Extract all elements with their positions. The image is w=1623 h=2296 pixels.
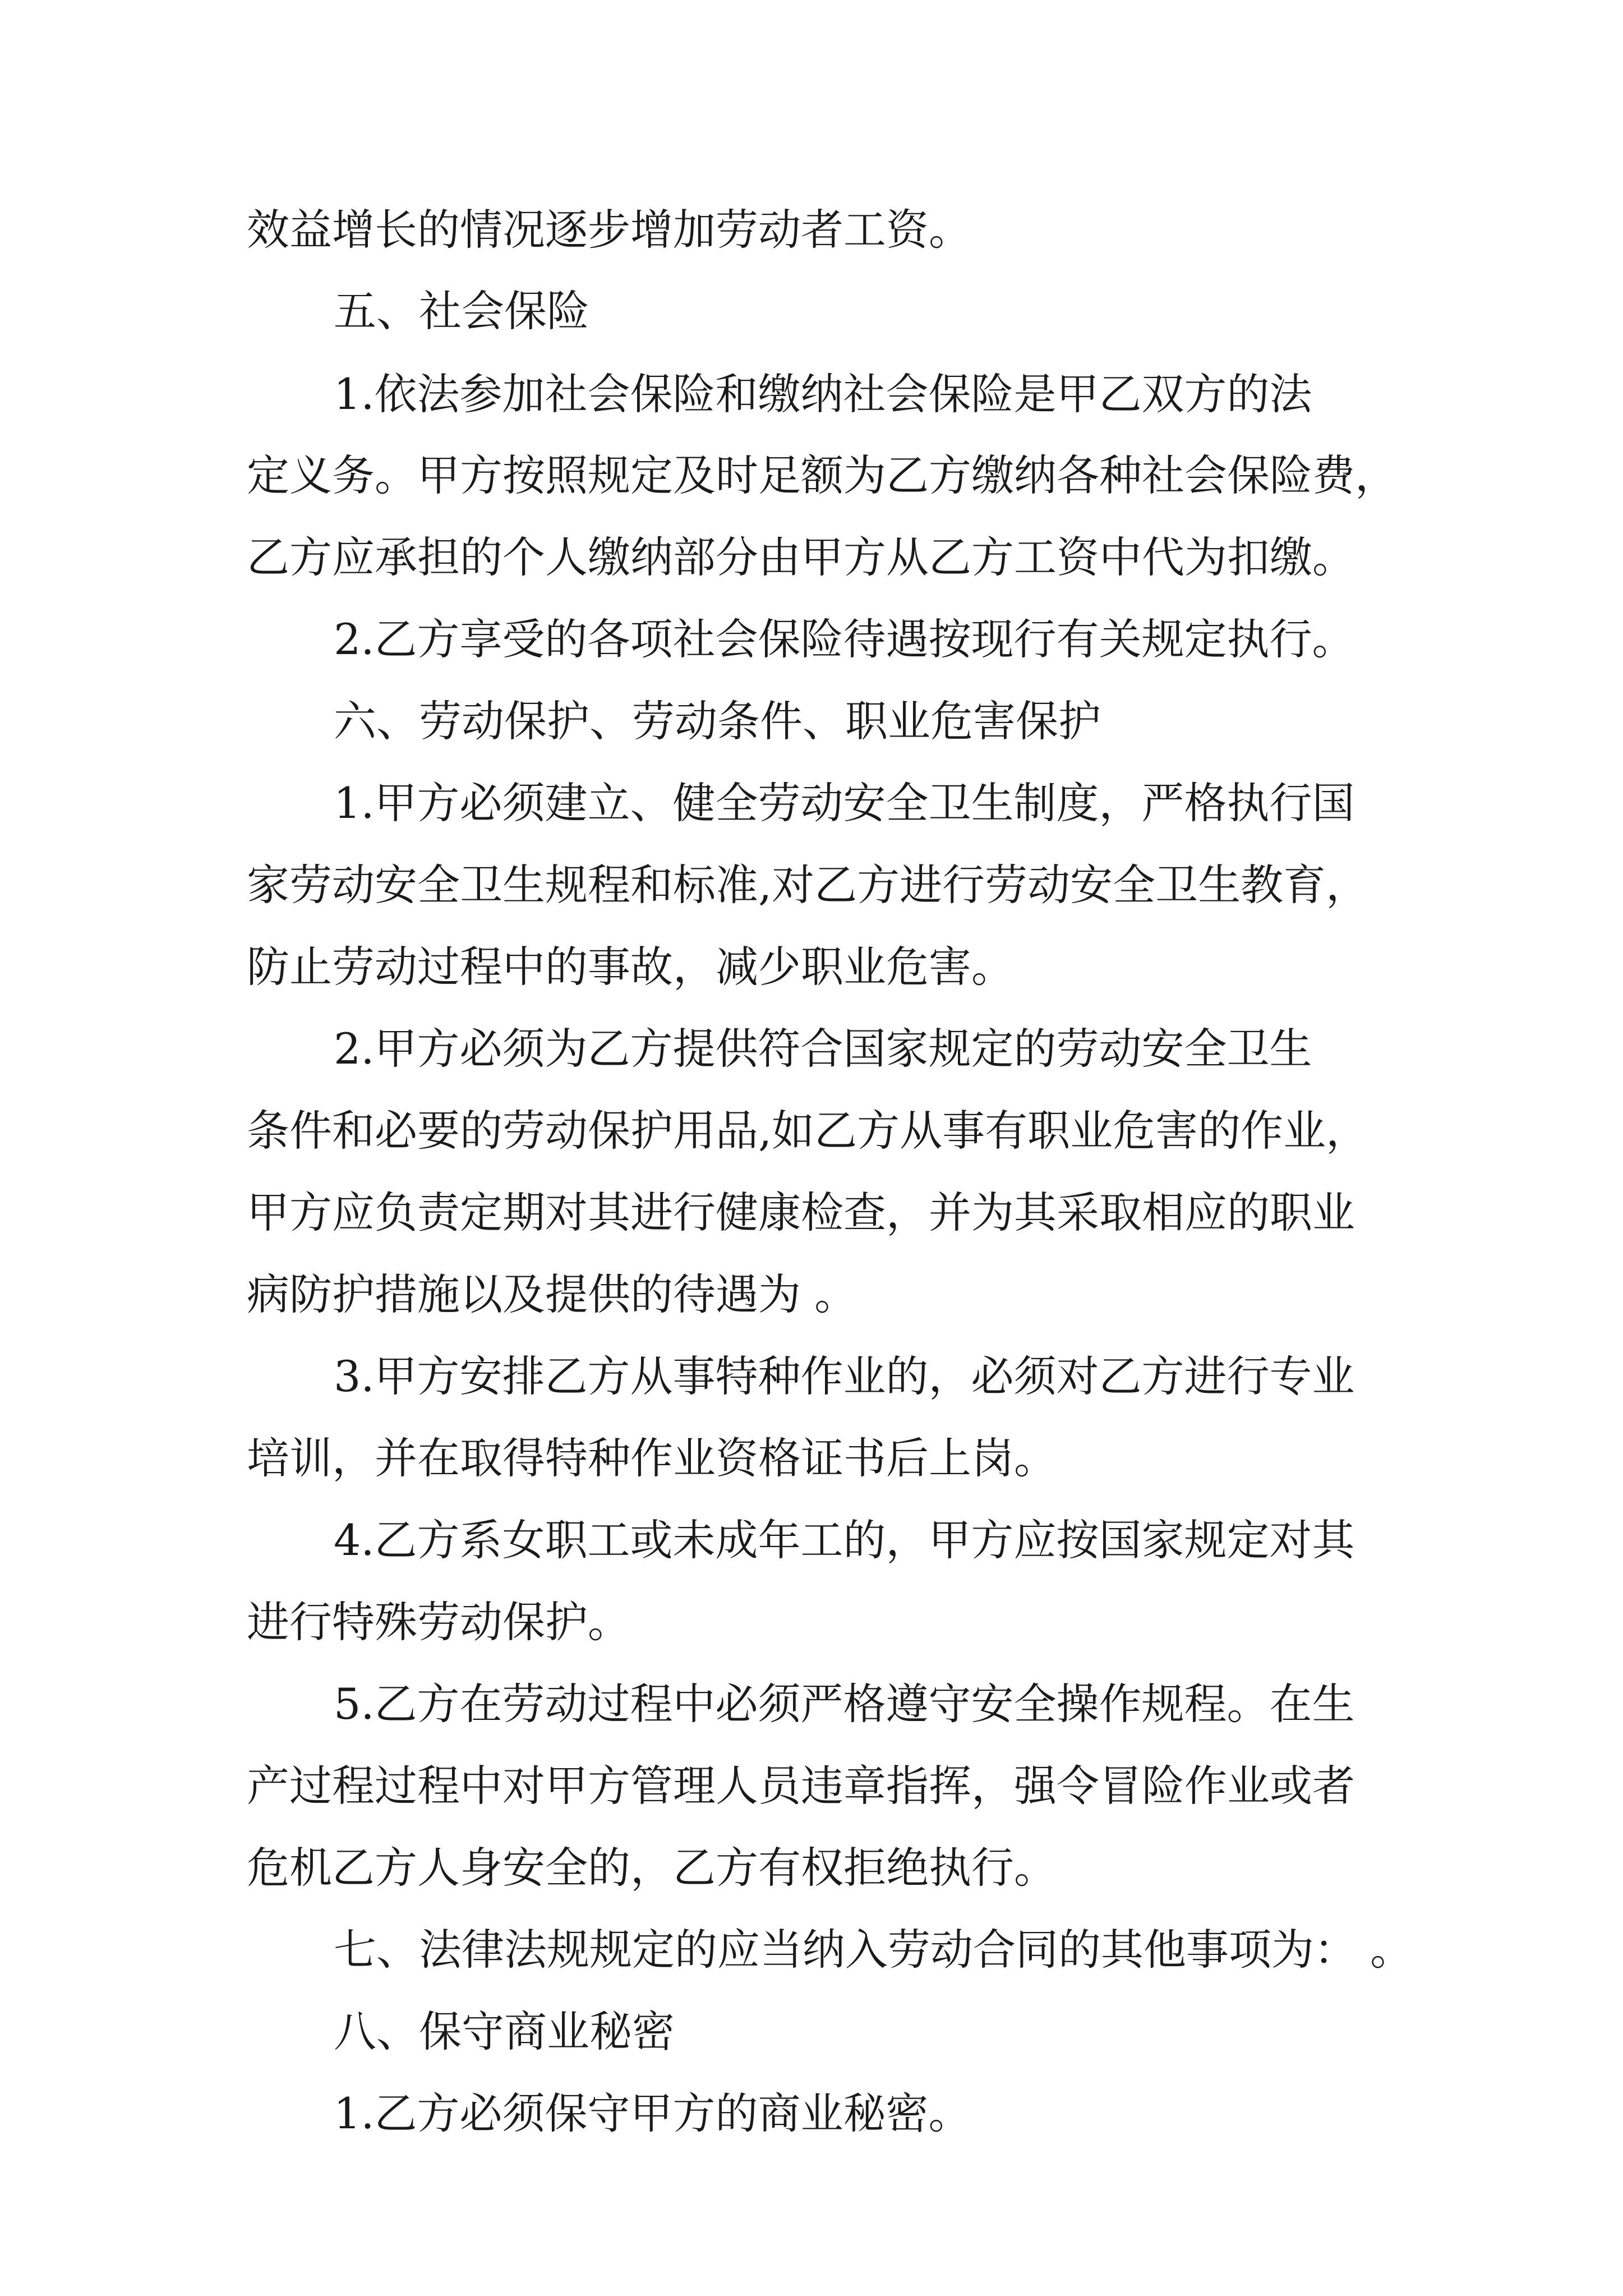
paragraph-line: 2.甲方必须为乙方提供符合国家规定的劳动安全卫生 — [334, 1024, 1312, 1074]
paragraph-line: 产过程过程中对甲方管理人员违章指挥，强令冒险作业或者 — [247, 1761, 1355, 1811]
paragraph-line: 乙方应承担的个人缴纳部分由甲方从乙方工资中代为扣缴。 — [247, 532, 1355, 582]
paragraph-line: 4.乙方系女职工或未成年工的，甲方应按国家规定对其 — [334, 1515, 1355, 1565]
section-heading-labor-protection: 六、劳动保护、劳动条件、职业危害保护 — [334, 696, 1101, 746]
paragraph-line: 病防护措施以及提供的待遇为 。 — [247, 1269, 857, 1319]
section-heading-social-insurance: 五、社会保险 — [334, 286, 589, 336]
paragraph-line: 家劳动安全卫生规程和标准,对乙方进行劳动安全卫生教育， — [247, 860, 1369, 910]
paragraph-line: 1.乙方必须保守甲方的商业秘密。 — [334, 2088, 971, 2138]
paragraph-line: 2.乙方享受的各项社会保险待遇按现行有关规定执行。 — [334, 614, 1355, 664]
paragraph-line: 防止劳动过程中的事故，减少职业危害。 — [247, 942, 1014, 992]
paragraph-line: 培训，并在取得特种作业资格证书后上岗。 — [247, 1433, 1057, 1483]
paragraph-line: 3.甲方安排乙方从事特种作业的，必须对乙方进行专业 — [334, 1351, 1355, 1401]
paragraph-line: 危机乙方人身安全的，乙方有权拒绝执行。 — [247, 1843, 1057, 1893]
paragraph-line: 5.乙方在劳动过程中必须严格遵守安全操作规程。在生 — [334, 1679, 1355, 1729]
paragraph-line: 效益增长的情况逐步增加劳动者工资。 — [247, 205, 971, 255]
paragraph-line: 条件和必要的劳动保护用品,如乙方从事有职业危害的作业， — [247, 1106, 1369, 1156]
section-heading-other-matters: 七、法律法规规定的应当纳入劳动合同的其他事项为： 。 — [334, 1925, 1413, 1975]
paragraph-line: 1.依法参加社会保险和缴纳社会保险是甲乙双方的法 — [334, 369, 1312, 419]
paragraph-line: 1.甲方必须建立、健全劳动安全卫生制度，严格执行国 — [334, 778, 1355, 828]
paragraph-line: 进行特殊劳动保护。 — [247, 1597, 630, 1647]
paragraph-line: 定义务。甲方按照规定及时足额为乙方缴纳各种社会保险费， — [247, 450, 1398, 500]
paragraph-line: 甲方应负责定期对其进行健康检查，并为其采取相应的职业 — [247, 1188, 1355, 1237]
section-heading-trade-secrets: 八、保守商业秘密 — [334, 2007, 675, 2056]
